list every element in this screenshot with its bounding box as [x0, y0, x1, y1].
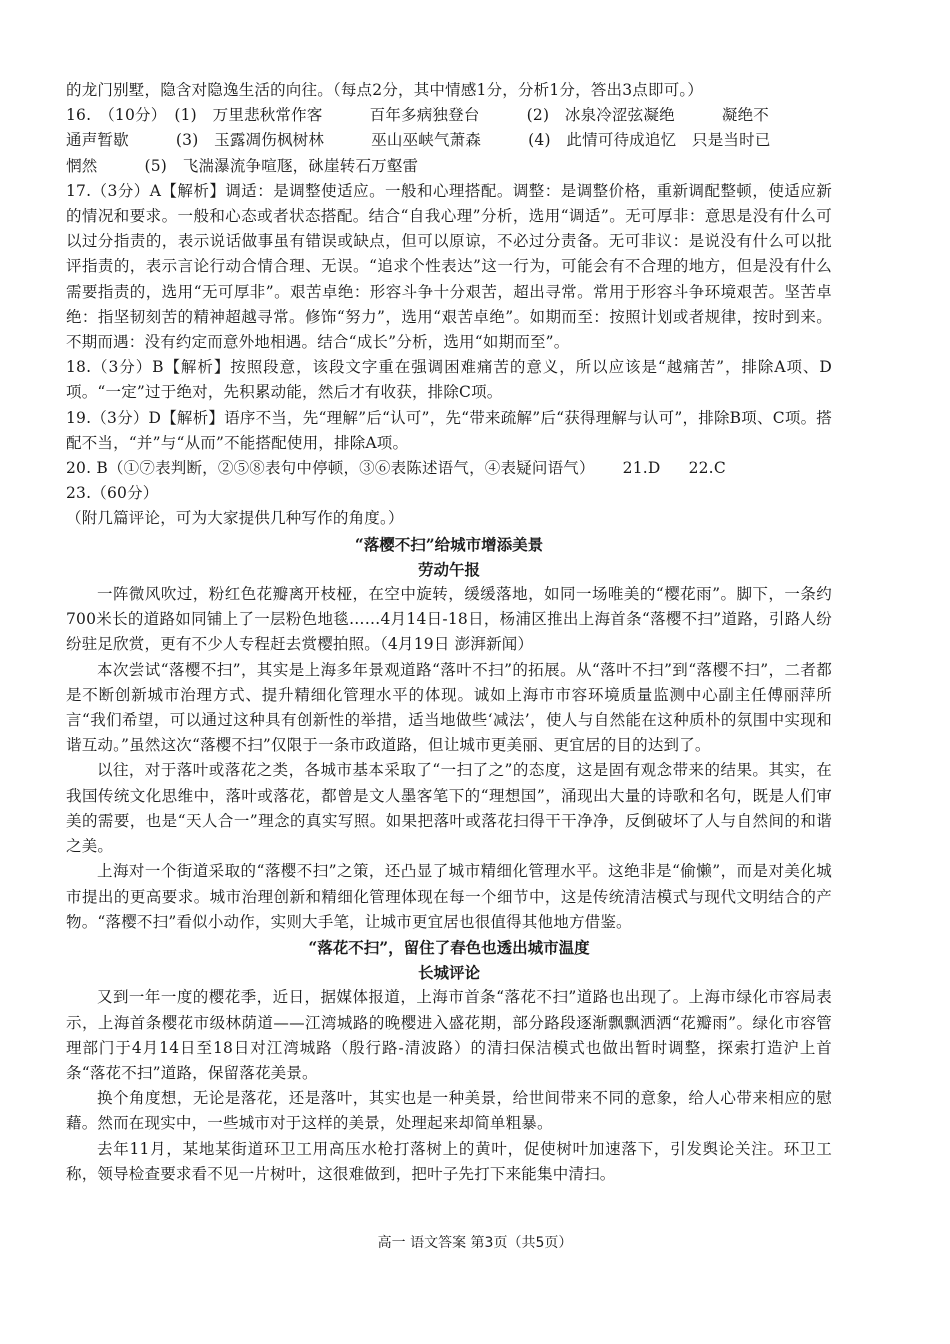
- article2-source: 长城评论: [417, 963, 480, 983]
- article1-title: “落樱不扫”给城市增添美景: [354, 534, 544, 554]
- answer-q18: 18.（3分）B【解析】按照段意，该段文字重在强调困难痛苦的意义，所以应该是“越痛苦”，排除A项、D项。“一定”过于绝对，先积累动能，然后才有收获，排除C项。: [66, 358, 832, 402]
- answer-q23: 23.（60分）: [66, 484, 159, 503]
- answer-q15-tail: 的龙门别墅，隐含对隐逸生活的向往。（每点2分，其中情感1分，分析1分，答出3点即可。）: [66, 81, 704, 99]
- answer-q20: 20. B（①⑦表判断，②⑤⑧表句中停顿，③⑥表陈述语气，④表疑问语气）: [66, 459, 595, 478]
- answer-q23-note: （附几篇评论，可为大家提供几种写作的角度。）: [66, 509, 404, 528]
- answer-q19: 19.（3分）D【解析】语序不当，先“理解”后“认可”，先“带来疏解”后“获得理解与认可”，排除B项、C项。搭配不当，“并”与“从而”不能搭配使用，排除A项。: [66, 408, 832, 452]
- answer-q16-line3: 惘然 (5) 飞湍瀑流争喧豗，砯崖转石万壑雷: [66, 156, 419, 175]
- answer-q20-22: [66, 456, 832, 481]
- answer-q16-line2: 通声暂歇 (3) 玉露凋伤枫树林 巫山巫峡气萧森 (4) 此情可待成追忆 只是当时已: [66, 131, 771, 150]
- article1-paragraph: 上海对一个街道采取的“落樱不扫”之策，还凸显了城市精细化管理水平。这绝非是“偷懒”，而是对美化城市提出的更高要求。城市治理创新和精细化管理体现在每一个细节中，这是传统清洁模式与现代文明结合的产物。“落樱不扫”看似小动作，实则大手笔，让城市更宜居也很值得其他地方借鉴。: [66, 862, 832, 931]
- article2-paragraph: 换个角度想，无论是落花，还是落叶，其实也是一种美景，给世间带来不同的意象，给人心带来相应的慰藉。然而在现实中，一些城市对于这样的美景，处理起来却简单粗暴。: [66, 1089, 832, 1133]
- answer-q22: 22.C: [688, 459, 726, 478]
- article2-paragraph: 又到一年一度的樱花季，近日，据媒体报道，上海市首条“落花不扫”道路也出现了。上海市绿化市容局表示，上海首条樱花市级林荫道——江湾城路的晚樱进入盛花期，部分路段逐渐飘飘洒洒“花瓣雨”。绿化市容管理部门于4月14日至18日对江湾城路（殷行路-清波路）的清扫保洁模式也做出暂时调整，探索打造沪上首条“落花不扫”道路，保留落花美景。: [66, 988, 832, 1082]
- answer-q21: 21.D: [622, 459, 661, 478]
- article1-paragraph: 以往，对于落叶或落花之类，各城市基本采取了“一扫了之”的态度，这是固有观念带来的结果。其实，在我国传统文化思维中，落叶或落花，都曾是文人墨客笔下的“理想国”，涌现出大量的诗歌和名句，既是人们审美的需要，也是“天人合一”理念的真实写照。如果把落叶或落花扫得干干净净，反倒破坏了人与自然间的和谐之美。: [66, 761, 832, 856]
- article2-title: “落花不扫”，留住了春色也透出城市温度: [308, 937, 590, 957]
- article1-paragraph: 本次尝试“落樱不扫”，其实是上海多年景观道路“落叶不扫”的拓展。从“落叶不扫”到“落樱不扫”，二者都是不断创新城市治理方式、提升精细化管理水平的体现。诚如上海市市容环境质量监测中心副主任傅丽萍所言“我们希望，可以通过这种具有创新性的举措，适当地做些‘减法’，使人与自然能在这种质朴的氛围中实现和谐互动。”虽然这次“落樱不扫”仅限于一条市政道路，但让城市更美丽、更宜居的目的达到了。: [66, 660, 832, 755]
- answer-q16-line1: 16. （10分） (1) 万里悲秋常作客 百年多病独登台 (2) 冰泉冷涩弦凝绝 凝绝不: [66, 106, 769, 125]
- answer-q17: 17.（3分）A【解析】调适：是调整使适应。一般和心理搭配。调整：是调整价格，重新调配整顿，使适应新的情况和要求。一般和心态或者状态搭配。结合“自我心理”分析，选用“调适”。无可厚非：意思是没有什么可以过分指责的，表示说话做事虽有错误或缺点，但可以原谅，不必过分责备。无可非议：是说没有什么可以批评指责的，表示言论行动合情合理、无误。“追求个性表达”这一行为，可能会有不合理的地方，但是没有什么需要指责的，选用“无可厚非”。艰苦卓绝：形容斗争十分艰苦，超出寻常。常用于形容斗争环境艰苦。坚苦卓绝：指坚韧刻苦的精神超越寻常。修饰“努力”，选用“艰苦卓绝”。如期而至：按照计划或者规律，按时到来。不期而遇：没有约定而意外地相遇。结合“成长”分析，选用“如期而至”。: [66, 181, 832, 352]
- page-footer: 高一 语文答案 第3页（共5页）: [377, 1235, 573, 1251]
- article1-paragraph: 一阵微风吹过，粉红色花瓣离开枝桠，在空中旋转，缓缓落地，如同一场唯美的“樱花雨”。脚下，一条约700米长的道路如同铺上了一层粉色地毯……4月14日-18日，杨浦区推出上海首条“落樱不扫”道路，引路人纷纷驻足欣赏，更有不少人专程赶去赏樱拍照。（4月19日 澎湃新闻）: [66, 585, 832, 654]
- article2-paragraph: 去年11月，某地某街道环卫工用高压水枪打落树上的黄叶，促使树叶加速落下，引发舆论关注。环卫工称，领导检查要求看不见一片树叶，这很难做到，把叶子先打下来能集中清扫。: [66, 1139, 832, 1183]
- article1-source: 劳动午报: [417, 559, 480, 579]
